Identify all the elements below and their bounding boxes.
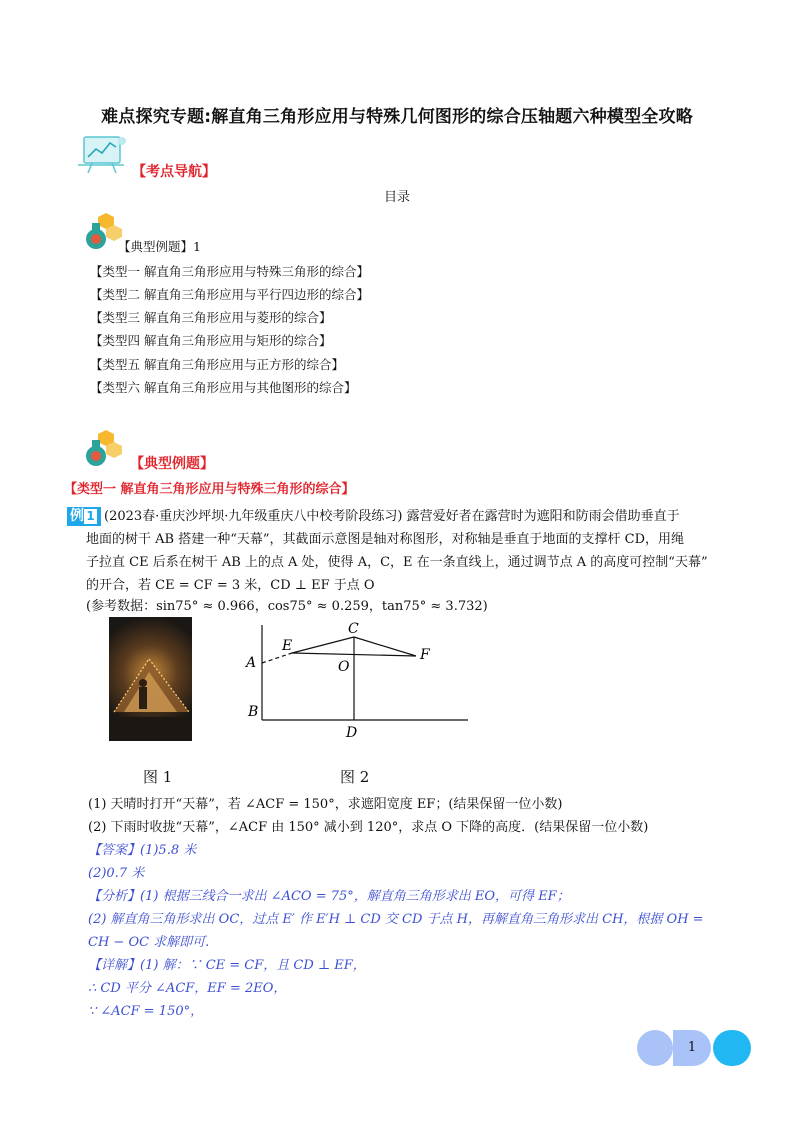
toc-item[interactable]: 【类型五 解直角三角形应用与正方形的综合】	[90, 357, 344, 372]
detail-block	[88, 954, 728, 977]
answer-block	[88, 839, 728, 862]
label-a: A	[246, 655, 257, 671]
analysis-block	[88, 885, 728, 908]
flask-icon	[82, 428, 124, 468]
detail-2: ∴ CD 平分 ∠ACF，EF = 2EO，	[88, 981, 287, 996]
detail-1: (1) 解：∵ CE = CF，且 CD ⊥ EF，	[140, 958, 366, 973]
toc-item[interactable]: 【类型四 解直角三角形应用与矩形的综合】	[90, 333, 332, 348]
answer-1: (1)5.8 米	[140, 843, 197, 858]
example-line: 子拉直 CE 后系在树干 AB 上的点 A 处，使得 A，C，E 在一条直线上，通过调节点 A 的高度可控制“天幕”	[86, 555, 708, 570]
rope-ae	[262, 653, 292, 663]
type-heading: 【类型一 解直角三角形应用与特殊三角形的综合】	[64, 482, 355, 497]
detail-label: 【详解】	[88, 958, 141, 973]
geometry-diagram	[240, 615, 472, 745]
example-line: (2023春·重庆沙坪坝·九年级重庆八中校考阶段练习) 露营爱好者在露营时为遮阳和防雨会借助垂直于	[104, 509, 680, 524]
detail-3: ∵ ∠ACF = 150°，	[88, 1004, 204, 1019]
section-heading: 【典型例题】	[130, 456, 214, 472]
rope-ce	[292, 637, 354, 653]
page-indicator-right	[713, 1030, 751, 1066]
nav-heading: 【考点导航】	[132, 164, 216, 180]
toc-item[interactable]: 【类型一 解直角三角形应用与特殊三角形的综合】	[90, 264, 369, 279]
toc-item[interactable]: 【类型三 解直角三角形应用与菱形的综合】	[90, 310, 332, 325]
whiteboard-icon	[78, 133, 130, 175]
label-d: D	[346, 725, 358, 741]
label-c: C	[348, 621, 359, 637]
rope-cf	[354, 637, 416, 656]
answer-label: 【答案】	[88, 843, 141, 858]
analysis-3: CH − OC 求解即可.	[88, 935, 210, 950]
analysis-1: (1) 根据三线合一求出 ∠ACO = 75°，解直角三角形求出 EO，可得 EF；	[140, 889, 570, 904]
analysis-2: (2) 解直角三角形求出 OC，过点 E′ 作 E′H ⊥ CD 交 CD 于点 H，再解直角三角形求出 CH，根据 OH =	[88, 912, 704, 927]
label-b: B	[248, 704, 259, 720]
toc-item[interactable]: 【类型二 解直角三角形应用与平行四边形的综合】	[90, 287, 369, 302]
example-line: 地面的树干 AB 搭建一种“天幕”，其截面示意图是轴对称图形，对称轴是垂直于地面的支撑杆 CD，用绳	[86, 532, 685, 547]
fig1-caption: 图 1	[143, 768, 173, 786]
page-number: 1	[687, 1040, 697, 1055]
label-e: E	[282, 638, 293, 654]
page-title: 难点探究专题:解直角三角形应用与特殊几何图形的综合压轴题六种模型全攻略	[101, 107, 693, 127]
reference-data: (参考数据：sin75° ≈ 0.966，cos75° ≈ 0.259，tan75° ≈ 3.732)	[86, 599, 488, 614]
example-line: 的开合，若 CE = CF = 3 米，CD ⊥ EF 于点 O	[86, 578, 375, 593]
toc-item[interactable]: 【类型六 解直角三角形应用与其他图形的综合】	[90, 380, 357, 395]
label-o: O	[338, 659, 350, 675]
toc-sub: 【典型例题】1	[118, 239, 201, 254]
analysis-label: 【分析】	[88, 889, 141, 904]
camping-photo	[109, 617, 192, 741]
toc-title: 目录	[383, 190, 410, 205]
example-badge: 例 1	[67, 507, 101, 526]
fig2-caption: 图 2	[340, 768, 370, 786]
question-1: (1) 天晴时打开“天幕”，若 ∠ACF = 150°，求遮阳宽度 EF；(结果保留一位小数)	[88, 797, 563, 812]
label-f: F	[420, 647, 430, 663]
question-2: (2) 下雨时收拢“天幕”，∠ACF 由 150° 减小到 120°，求点 O 下降的高度．(结果保留一位小数)	[88, 820, 649, 835]
page-indicator-left	[637, 1030, 673, 1066]
answer-2: (2)0.7 米	[88, 866, 145, 881]
